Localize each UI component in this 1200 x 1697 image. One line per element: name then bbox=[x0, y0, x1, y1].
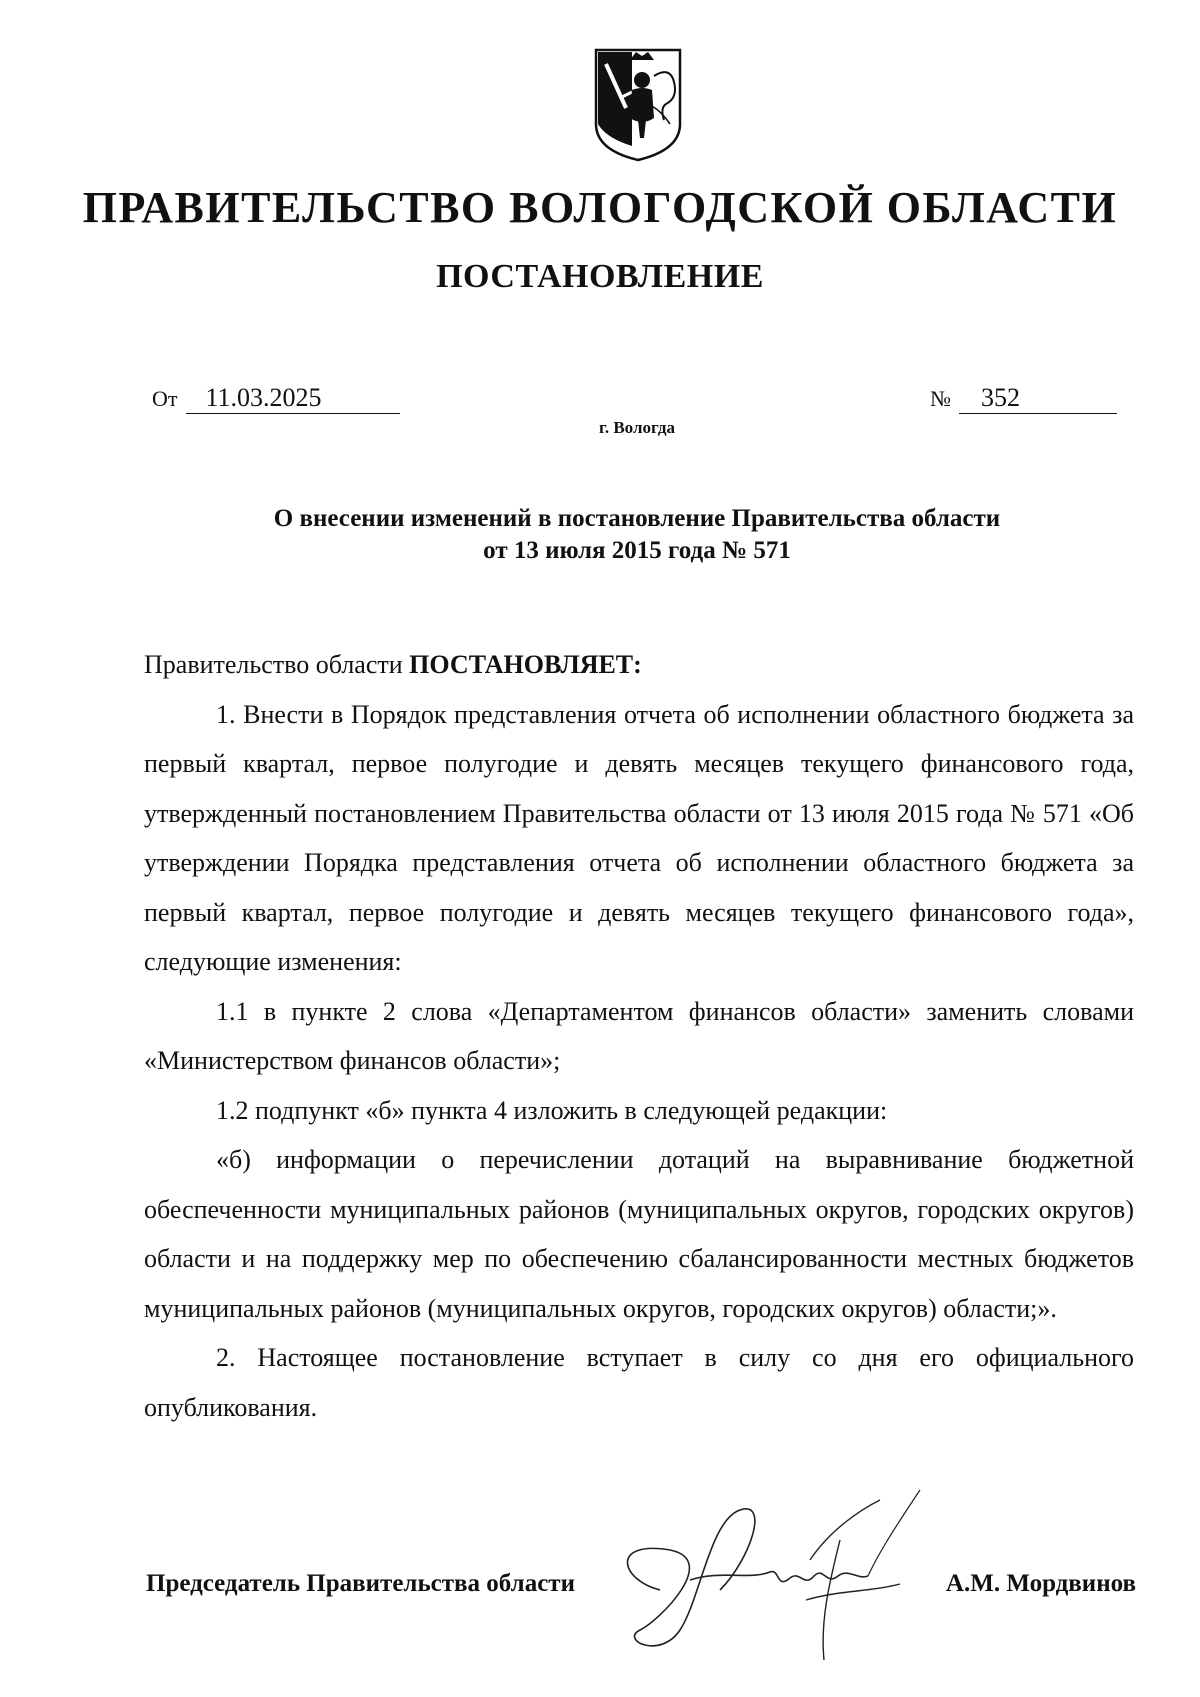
subject-line-1: О внесении изменений в постановление Правительства области bbox=[273, 505, 1001, 532]
organization-title: ПРАВИТЕЛЬСТВО ВОЛОГОДСКОЙ ОБЛАСТИ bbox=[82, 183, 1118, 232]
lead-paragraph bbox=[144, 640, 1134, 690]
signature-icon bbox=[600, 1480, 960, 1680]
subject-line-2: от 13 июля 2015 года № 571 bbox=[483, 537, 791, 564]
signatory-position: Председатель Правительства области bbox=[146, 1570, 575, 1597]
paragraph-1-2: 1.2 подпункт «б» пункта 4 изложить в следующей редакции: bbox=[216, 1095, 888, 1125]
paragraph-2: 2. Настоящее постановление вступает в силу со дня его официального опубликования. bbox=[144, 1343, 1134, 1422]
document-type: ПОСТАНОВЛЕНИЕ bbox=[436, 258, 764, 295]
document-date bbox=[152, 383, 400, 414]
number-value: 352 bbox=[959, 383, 1117, 414]
signatory-name: А.М. Мордвинов bbox=[945, 1570, 1136, 1597]
paragraph-1-1: 1.1 в пункте 2 слова «Департаментом финансов области» заменить словами «Министерством финансов области»; bbox=[144, 996, 1134, 1075]
date-value: 11.03.2025 bbox=[186, 383, 400, 414]
document-number bbox=[930, 383, 1117, 414]
city: г. Вологда bbox=[599, 418, 675, 437]
document-body bbox=[144, 640, 1134, 1432]
lead-bold: ПОСТАНОВЛЯЕТ: bbox=[409, 650, 642, 679]
lead-plain: Правительство области bbox=[144, 650, 410, 679]
paragraph-1-2-b: «б) информации о перечислении дотаций на выравнивание бюджетной обеспеченности муниципальных районов (муниципальных округов, городских округов) области и на поддержку мер по обеспечению сбалансированности местных бюджетов муниципальных районов (муниципальных округов, городских округов) области;». bbox=[144, 1145, 1134, 1323]
document-subject bbox=[0, 503, 1200, 567]
vologda-coat-of-arms-icon bbox=[592, 46, 684, 164]
paragraph-1: 1. Внести в Порядок представления отчета об исполнении областного бюджета за первый квартал, первое полугодие и девять месяцев текущего финансового года, утвержденный постановлением Правительства области от 13 июля 2015 года № 571 «Об утверждении Порядка представления отчета об исполнении областного бюджета за первый квартал, первое полугодие и девять месяцев текущего финансового года», следующие изменения: bbox=[144, 699, 1134, 976]
date-prefix: От bbox=[152, 386, 178, 411]
number-prefix: № bbox=[930, 386, 951, 411]
